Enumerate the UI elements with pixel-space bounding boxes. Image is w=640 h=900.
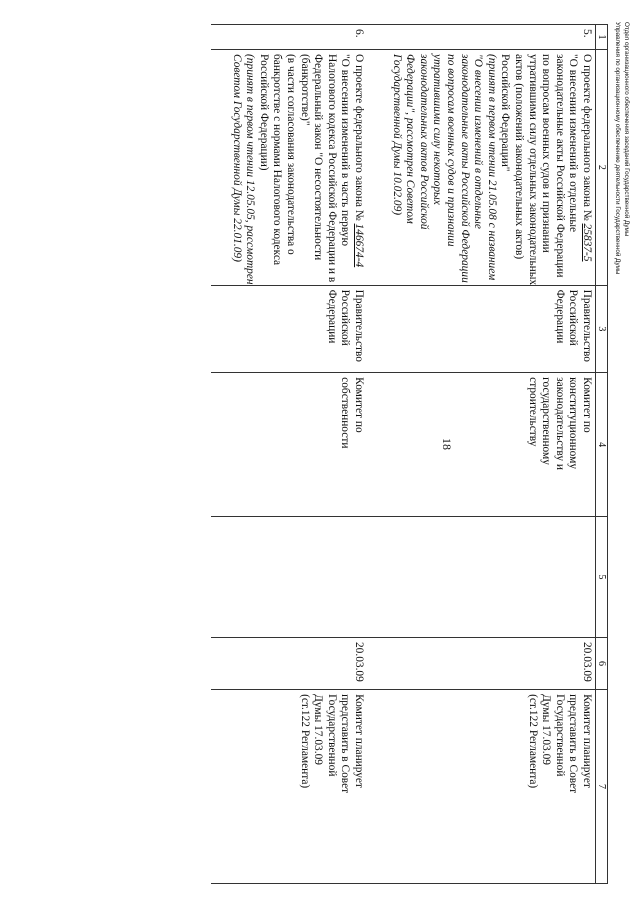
column-header-3: 3 — [596, 285, 608, 373]
committee-line: законодательству и — [553, 377, 566, 470]
bill-status-note-line: (принят в первом чтении 12.05.05, рассмотрен — [244, 54, 257, 285]
date-cell: 20.03.09 — [367, 637, 596, 689]
initiator-cell — [367, 285, 596, 373]
bill-description-line: (в части согласования законодательства о — [285, 54, 298, 255]
bill-description-line: Налогового кодекса Российской Федерации и в — [325, 54, 338, 283]
bill-number: 25837-5 — [581, 223, 593, 262]
plan-cell — [367, 690, 596, 884]
bill-description-line: (банкротстве)" — [298, 54, 311, 126]
committee-cell — [211, 373, 367, 517]
committee-line: Комитет по — [581, 377, 593, 433]
plan-line: (ст.122 Регламента) — [526, 694, 539, 789]
plan-line: Комитет планирует — [581, 694, 593, 788]
initiator-line: Федерации — [553, 289, 566, 344]
bill-description-line: Российской Федерации) — [257, 54, 270, 171]
initiator-cell — [211, 285, 367, 373]
item-number: 6. — [211, 25, 367, 50]
bill-status-note-line: законодательных актов Российской — [417, 54, 430, 230]
bill-title-line — [351, 54, 365, 281]
column-header-6: 6 — [596, 637, 608, 689]
column-number-header-row — [596, 25, 608, 884]
bill-title-line — [579, 54, 593, 281]
date-cell: 20.03.09 — [211, 637, 367, 689]
column-5-cell — [367, 517, 596, 638]
agenda-table — [211, 24, 608, 884]
column-header-5: 5 — [596, 517, 608, 638]
bill-number: 146674-4 — [353, 223, 365, 268]
committee-line: государственному — [540, 377, 553, 465]
committee-line: Комитет по — [353, 377, 365, 433]
bill-description-line: законодательные акты Российской Федерации — [553, 54, 566, 278]
item-number: 5. — [367, 25, 596, 50]
initiator-line: Правительство — [353, 289, 365, 363]
bill-description-line: Федеральный закон "О несостоятельности — [312, 54, 325, 261]
plan-line: Думы 17.03.09 — [312, 694, 325, 765]
bill-description-line: по вопросам военных судов и признании — [540, 54, 553, 253]
bill-title-prefix: О проекте федерального закона № — [581, 54, 593, 224]
plan-line: (ст.122 Регламента) — [298, 694, 311, 789]
bill-description-line: утратившими силу отдельных законодательных — [526, 54, 539, 286]
bill-status-note-line: по вопросам военных судов и признании — [445, 54, 458, 247]
bill-description-cell — [211, 50, 367, 286]
committee-line: конституционному — [567, 377, 580, 470]
plan-line: представить в Совет — [339, 694, 352, 794]
table-row — [367, 25, 596, 884]
initiator-line: Российской — [339, 289, 352, 346]
column-header-1: 1 — [596, 25, 608, 50]
bill-status-note-line: "О внесении изменений в отдельные — [472, 54, 485, 229]
bill-title-prefix: О проекте федерального закона № — [353, 54, 365, 224]
bill-status-note-line: утратившими силу некоторых — [431, 54, 444, 205]
bill-description-line: "О внесении изменений в часть первую — [339, 54, 352, 247]
bill-description-cell — [367, 50, 596, 286]
bill-description-line: "О внесении изменений в отдельные — [567, 54, 580, 233]
plan-line: Думы 17.03.09 — [540, 694, 553, 765]
initiator-line: Правительство — [581, 289, 593, 363]
column-header-2: 2 — [596, 50, 608, 286]
column-header-4: 4 — [596, 373, 608, 517]
column-header-7: 7 — [596, 690, 608, 884]
bill-status-note-line: законодательные акты Российской Федерации — [458, 54, 471, 283]
footer-department-line: Отдел организационного обеспечения заседаний Государственной Думы — [623, 22, 630, 237]
plan-line: представить в Совет — [567, 694, 580, 794]
table-row — [211, 25, 367, 884]
bill-description-line: Российской Федерации" — [499, 54, 512, 172]
plan-line: Комитет планирует — [353, 694, 365, 788]
bill-status-note-line: (принят в первом чтении 21.05.08 с названием — [485, 54, 498, 281]
bill-description-line: банкротстве с нормами Налогового кодекса — [271, 54, 284, 266]
bill-status-note-line: Советом Государственной Думы 22.01.09) — [230, 54, 243, 262]
plan-line: Государственной — [553, 694, 566, 777]
initiator-line: Российской — [567, 289, 580, 346]
footer-directorate-line: Управления по организационному обеспечению деятельности Государственной Думы — [614, 22, 621, 275]
plan-cell — [211, 690, 367, 884]
bill-description-line: актов (положений законодательных актов) — [513, 54, 526, 260]
committee-line: строительству — [526, 377, 539, 447]
plan-line: Государственной — [325, 694, 338, 777]
page-number: 18 — [440, 438, 454, 450]
committee-cell — [367, 373, 596, 517]
initiator-line: Федерации — [325, 289, 338, 344]
bill-status-note-line: Федерации", рассмотрен Советом — [404, 54, 417, 224]
column-5-cell — [211, 517, 367, 638]
committee-line: собственности — [339, 377, 352, 449]
bill-status-note-line: Государственной Думы 10.02.09) — [390, 54, 403, 216]
